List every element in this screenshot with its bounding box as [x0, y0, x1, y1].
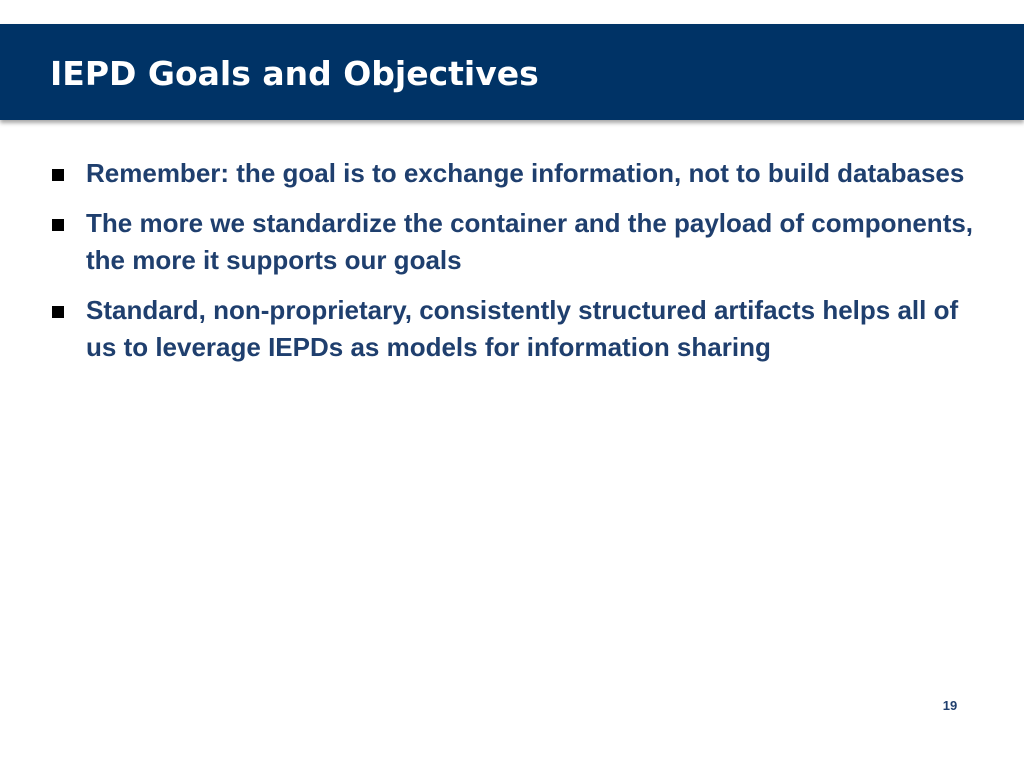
bullet-text: Remember: the goal is to exchange information, not to build databases	[86, 158, 965, 188]
bullet-text: Standard, non-proprietary, consistently structured artifacts helps all of us to leverage IEPDs as models for information sharing	[86, 295, 959, 362]
bullet-text: The more we standardize the container and the payload of components, the more it supports our goals	[86, 208, 974, 275]
square-bullet-icon	[52, 219, 64, 231]
page-number: 19	[942, 698, 958, 713]
square-bullet-icon	[52, 306, 64, 318]
bullet-item	[48, 205, 978, 279]
slide-title: IEPD Goals and Objectives	[50, 54, 539, 93]
bullet-item	[48, 155, 978, 192]
bullet-item	[48, 292, 978, 366]
square-bullet-icon	[52, 169, 64, 181]
title-bar	[0, 24, 1024, 120]
bullet-list	[48, 155, 978, 379]
